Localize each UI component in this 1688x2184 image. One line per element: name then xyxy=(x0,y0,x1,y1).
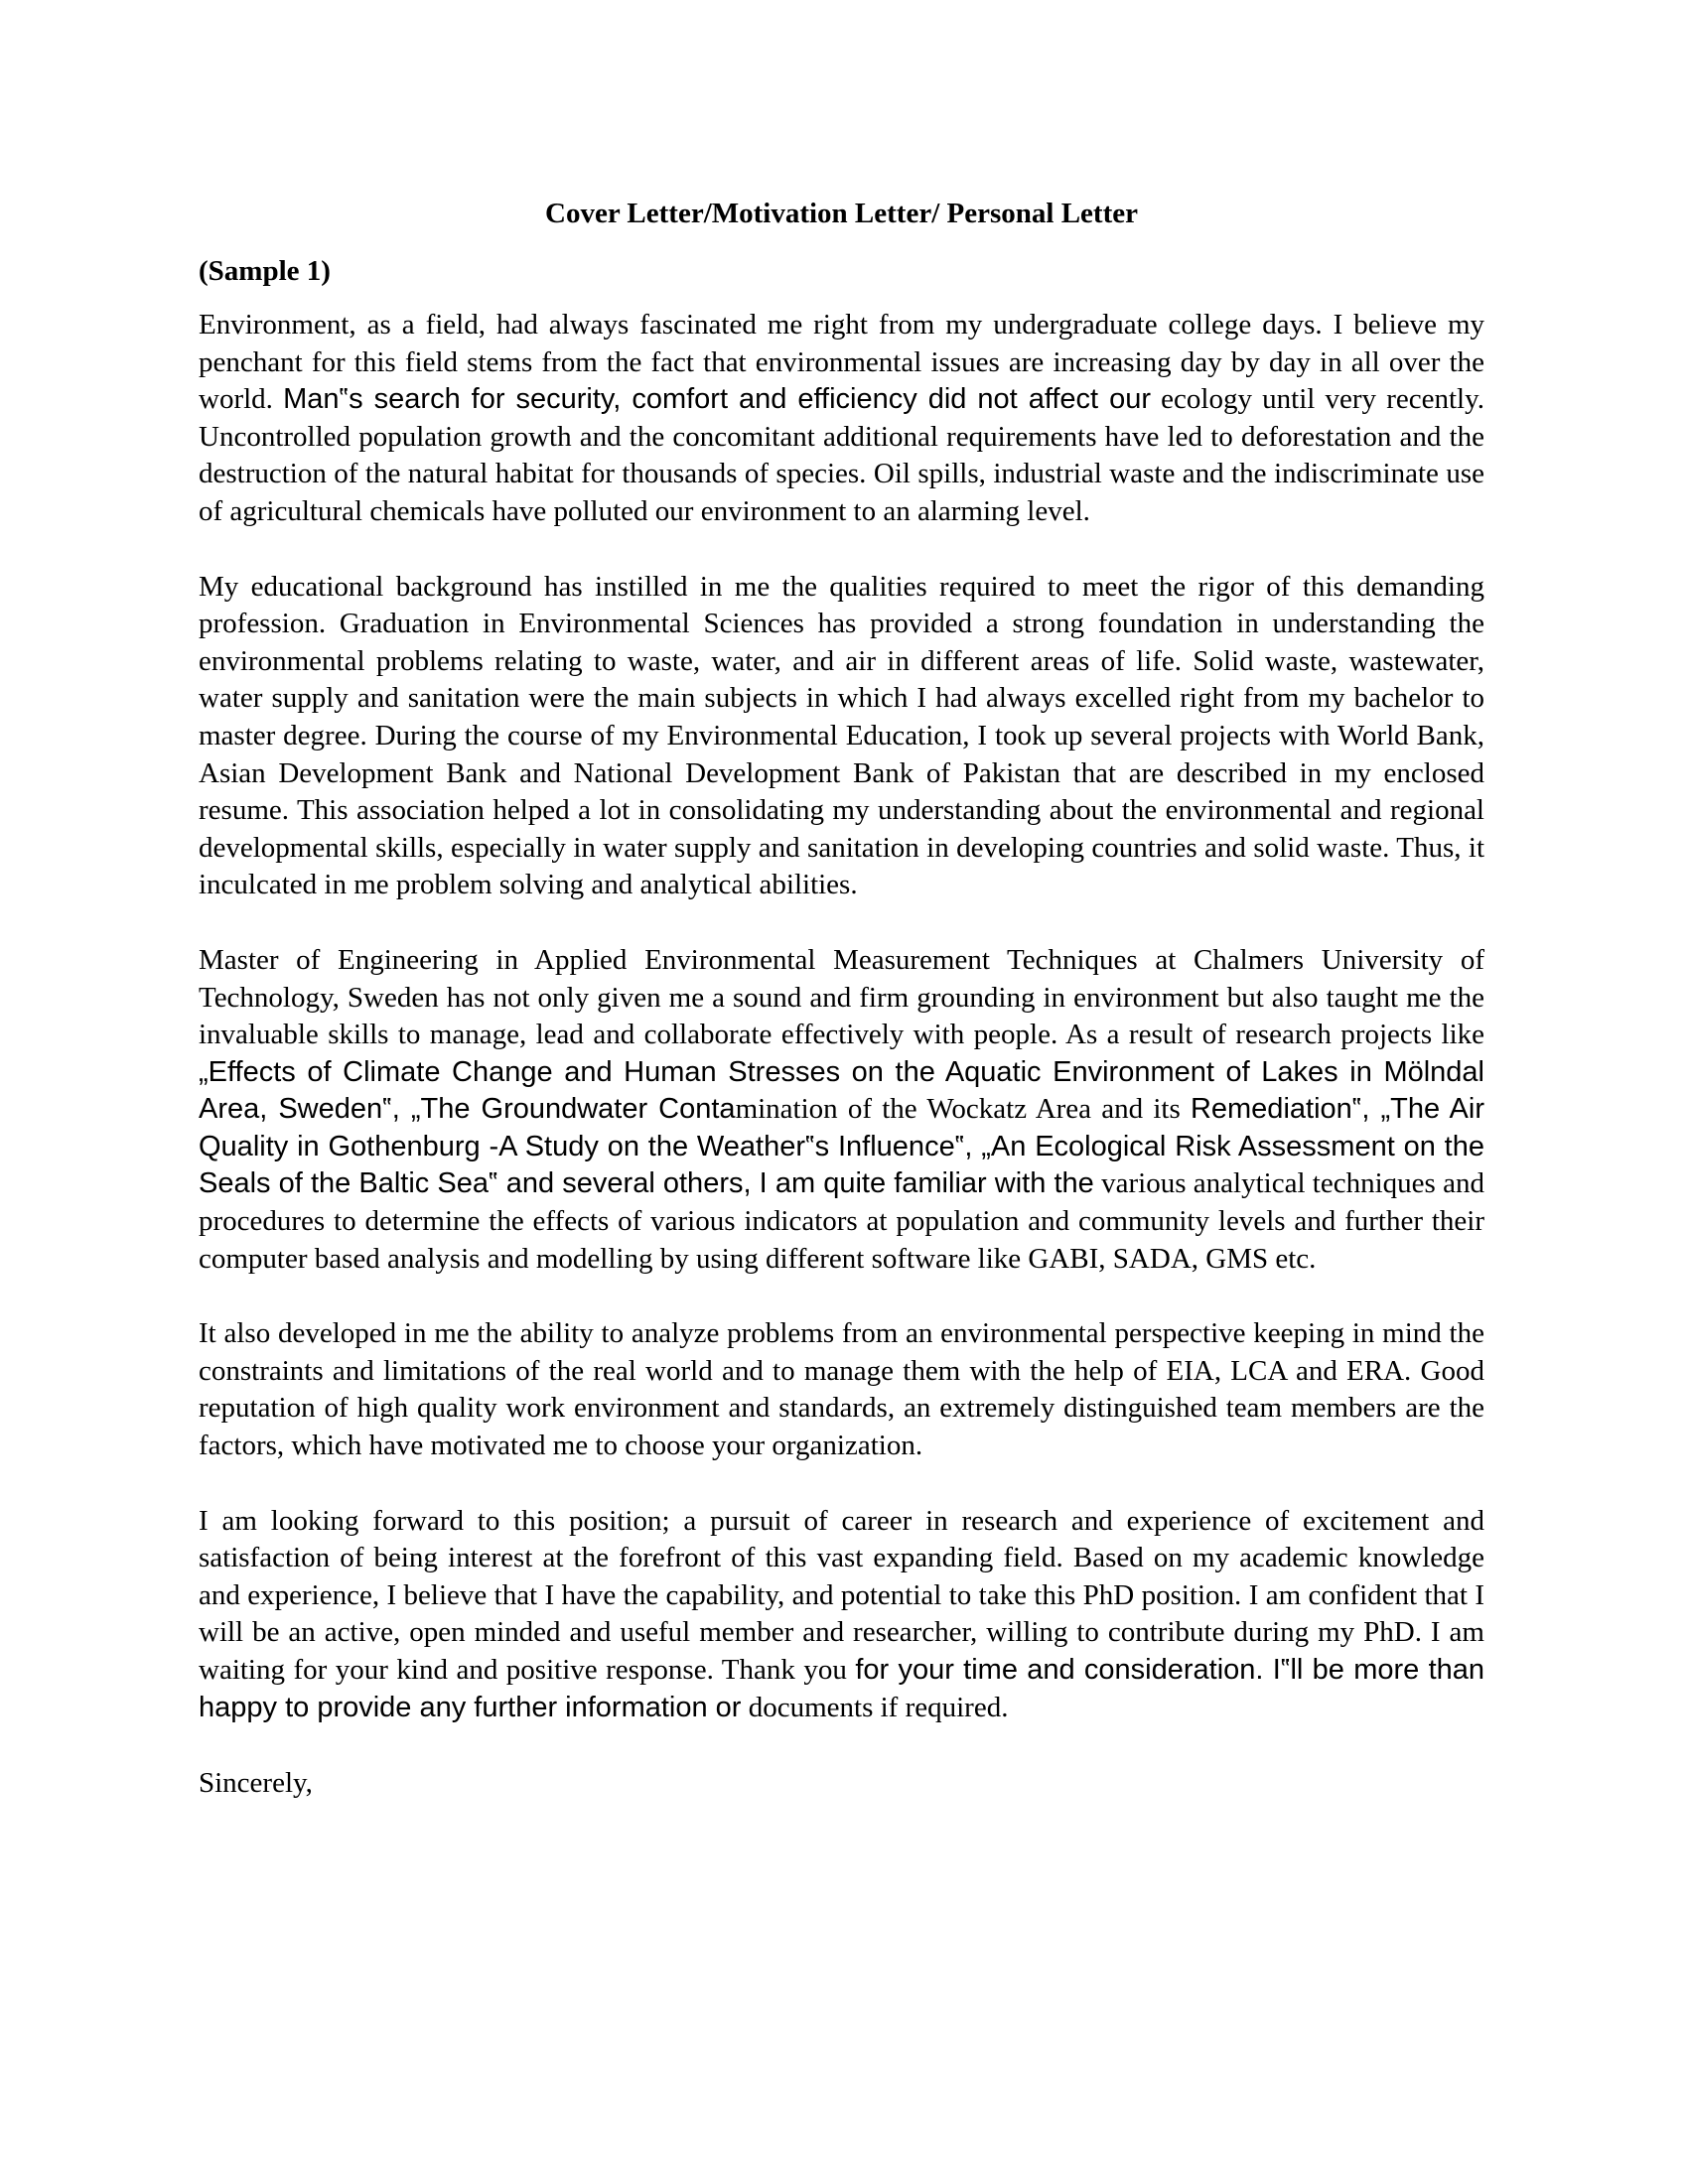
paragraph-3 xyxy=(199,942,1484,1278)
paragraph-5-text-a: I am looking forward to this position; a pursuit of career in research and experience of excitement and satisfaction of being interest at the forefront of this vast expanding field. Based on my academic knowledge and experience, I believe that I have the capability, and potential to take this PhD position. I am confident that I will be an active, open minded and useful member and researcher, willing to contribute during my PhD. I am waiting for your kind and positive response. Thank you xyxy=(199,1504,1484,1686)
letter-page xyxy=(199,194,1484,1802)
paragraph-3-text-d: Remediation‟, „The Air Quality in Gothenburg -A Study on the Weather‟s Influence‟, „An Ecological Risk Assessment on the Seals of the Baltic Sea‟ and several others, I am quite familiar with the xyxy=(199,1093,1484,1200)
paragraph-1-text-c: ecology until very recently. Uncontrolled population growth and the concomitant additional requirements have led to deforestation and the destruction of the natural habitat for thousands of species. Oil spills, industrial waste and the indiscriminate use of agricultural chemicals have polluted our environment to an alarming level. xyxy=(199,383,1484,527)
paragraph-3-text-b: „Effects of Climate Change and Human Stresses on the Aquatic Environment of Lakes in Mölndal Area, Sweden‟, „The Groundwater Conta xyxy=(199,1055,1484,1126)
paragraph-1-text-b: Man‟s search for security, comfort and efficiency did not affect our xyxy=(283,383,1151,416)
paragraph-1 xyxy=(199,307,1484,531)
paragraph-3-text-e: various analytical techniques and procedures to determine the effects of various indicators at population and community levels and further their computer based analysis and modelling by using different software like GABI, SADA, GMS etc. xyxy=(199,1167,1484,1275)
paragraph-3-text-a: Master of Engineering in Applied Environmental Measurement Techniques at Chalmers University of Technology, Sweden has not only given me a sound and firm grounding in environment but also taught me the invaluable skills to manage, lead and collaborate effectively with people. As a result of research projects like xyxy=(199,943,1484,1051)
paragraph-3-text-c: mination of the Wockatz Area and its xyxy=(735,1093,1191,1126)
sample-label: (Sample 1) xyxy=(199,255,331,287)
paragraph-5-text-b: for your time and consideration. I‟ll be more than happy to provide any further information or xyxy=(199,1654,1485,1723)
closing-salutation: Sincerely, xyxy=(199,1767,313,1800)
letter-title: Cover Letter/Motivation Letter/ Personal Letter xyxy=(545,198,1138,229)
paragraph-5-text-c: documents if required. xyxy=(741,1691,1009,1723)
paragraph-1-text-a: Environment, as a field, had always fascinated me right from my undergraduate college days. I believe my penchant for this field stems from the fact that environmental issues are increasing day by day in all over the world. xyxy=(199,309,1484,416)
paragraph-2: My educational background has instilled in me the qualities required to meet the rigor of this demanding profession. Graduation in Environmental Sciences has provided a strong foundation in understanding the environmental problems relating to waste, water, and air in different areas of life. Solid waste, wastewater, water supply and sanitation were the main subjects in which I had always excelled right from my bachelor to master degree. During the course of my Environmental Education, I took up several projects with World Bank, Asian Development Bank and National Development Bank of Pakistan that are described in my enclosed resume. This association helped a lot in consolidating my understanding about the environmental and regional developmental skills, especially in water supply and sanitation in developing countries and solid waste. Thus, it inculcated in me problem solving and analytical abilities. xyxy=(199,570,1484,901)
paragraph-5 xyxy=(199,1503,1484,1727)
paragraph-4: It also developed in me the ability to analyze problems from an environmental perspective keeping in mind the constraints and limitations of the real world and to manage them with the help of EIA, LCA and ERA. Good reputation of high quality work environment and standards, an extremely distinguished team members are the factors, which have motivated me to choose your organization. xyxy=(199,1317,1484,1462)
